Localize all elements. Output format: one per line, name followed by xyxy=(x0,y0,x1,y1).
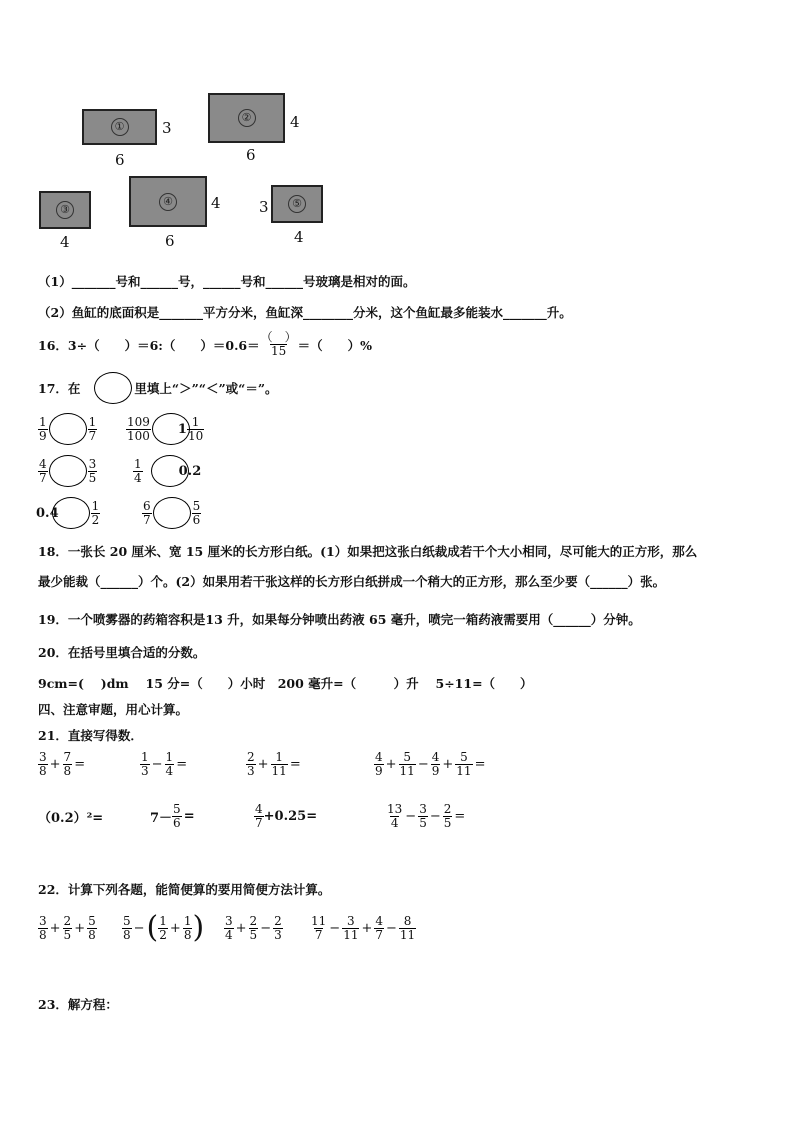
operator: − xyxy=(260,921,272,936)
q17-item-1 xyxy=(38,413,97,445)
denominator: 5 xyxy=(88,470,97,485)
glass-2-label: ② xyxy=(238,109,256,127)
fraction xyxy=(63,751,73,778)
numerator: 1 xyxy=(183,913,192,928)
operator: + xyxy=(169,920,181,936)
glass-3 xyxy=(39,191,91,229)
q17-item-2: $\frac{109}{100}$ 1 $\frac{1}{10}$ xyxy=(126,413,204,445)
q19: 19．一个喷雾器的药箱容积是13 升，如果每分钟喷出药液 65 毫升，喷完一箱药液需要用（______）分钟。 xyxy=(38,612,641,627)
fraction xyxy=(249,915,259,942)
numerator: 6 xyxy=(143,498,151,513)
numerator: 3 xyxy=(39,750,47,764)
operator: + xyxy=(361,921,373,936)
operator: − xyxy=(133,920,145,936)
q21-expr-2 xyxy=(140,751,189,778)
numerator: 5 xyxy=(173,802,181,816)
q15-part1: （1）_______号和______号，______号和______号玻璃是相对的面。 xyxy=(38,274,416,289)
numerator: 1 xyxy=(275,750,283,764)
numerator: 1 xyxy=(191,414,200,429)
numerator: 1 xyxy=(39,414,47,429)
operator: = xyxy=(74,757,86,772)
parenthesis: ) xyxy=(192,910,205,945)
numerator: 3 xyxy=(419,802,427,816)
denominator: 4 xyxy=(165,764,174,778)
numerator: 4 xyxy=(39,456,47,471)
q23-title: 23．解方程： xyxy=(38,997,118,1012)
operator: = xyxy=(176,757,188,772)
operator: + xyxy=(49,921,61,936)
glass-1-bottom: 6 xyxy=(115,151,125,169)
q17-pre: 17．在 xyxy=(38,381,81,396)
q22-expr-1 xyxy=(38,915,97,942)
fraction xyxy=(246,751,256,778)
operator: − xyxy=(417,757,429,772)
glass-5-label: ⑤ xyxy=(288,195,306,213)
glass-5 xyxy=(271,185,323,223)
numerator: 2 xyxy=(274,914,282,928)
denominator: 8 xyxy=(39,764,47,778)
denominator: 4 xyxy=(225,928,233,942)
fraction xyxy=(192,500,202,527)
numerator: 1 xyxy=(159,913,167,928)
fraction xyxy=(38,915,48,942)
denominator: 3 xyxy=(141,764,149,778)
glass-4-bottom: 6 xyxy=(165,232,175,250)
denominator: 11 xyxy=(399,928,416,942)
numerator: 5 xyxy=(88,914,96,928)
denominator: 4 xyxy=(134,470,142,485)
parenthesis: ( xyxy=(146,910,159,945)
glass-4 xyxy=(129,176,207,227)
q16 xyxy=(38,331,372,358)
operator: − xyxy=(386,921,397,936)
denominator: 100 xyxy=(127,428,150,443)
fraction xyxy=(91,500,101,527)
denominator: 5 xyxy=(443,816,452,830)
fraction xyxy=(88,458,98,485)
numerator: 1 xyxy=(165,750,174,764)
numerator: 5 xyxy=(460,750,468,764)
fraction xyxy=(418,803,428,830)
q16-den: 15 xyxy=(271,344,287,358)
fraction xyxy=(342,915,359,942)
denominator: 8 xyxy=(63,764,72,778)
denominator: 7 xyxy=(314,928,323,942)
q21-title: 21．直接写得数． xyxy=(38,728,143,743)
q21-expr-6: 7－ $\frac{5}{6}$ = xyxy=(150,802,195,830)
numerator: 1 xyxy=(91,498,100,513)
q18-line2: 最少能裁（______）个。(2）如果用若干张这样的长方形白纸拼成一个稍大的正方形，那么至少要（______）张。 xyxy=(38,574,666,589)
numerator: 8 xyxy=(403,914,412,928)
denominator: 11 xyxy=(343,928,359,942)
glass-1-label: ① xyxy=(111,118,129,136)
glass-2-bottom: 6 xyxy=(246,146,256,164)
numerator: 1 xyxy=(134,456,142,471)
glass-3-label: ③ xyxy=(56,201,74,219)
denominator: 8 xyxy=(123,927,131,942)
denominator: 8 xyxy=(39,928,47,942)
denominator: 7 xyxy=(255,816,263,830)
q17-item-6 xyxy=(142,497,201,529)
answer-circle[interactable] xyxy=(49,413,87,445)
operator: + xyxy=(74,921,86,936)
compare-circle-example xyxy=(94,372,132,404)
q21-expr-4 xyxy=(374,751,487,778)
fraction xyxy=(172,803,182,830)
glass-2 xyxy=(208,93,285,143)
denominator: 5 xyxy=(249,928,258,942)
fraction xyxy=(165,751,175,778)
operator: = xyxy=(474,757,486,772)
denominator: 7 xyxy=(88,428,97,443)
numerator: 4 xyxy=(375,914,384,928)
denominator: 4 xyxy=(390,816,399,830)
glass-4-label: ④ xyxy=(159,193,177,211)
numerator: 3 xyxy=(225,914,233,928)
numerator: 4 xyxy=(255,802,263,816)
fraction xyxy=(386,803,403,830)
q22-expr-4 xyxy=(310,915,416,942)
q20-title: 20．在括号里填合适的分数。 xyxy=(38,645,206,660)
q22-expr-2 xyxy=(122,910,205,945)
q16-post: ＝（ ）% xyxy=(297,337,373,353)
operator: + xyxy=(442,757,454,772)
numerator: 2 xyxy=(63,914,72,928)
denominator: 9 xyxy=(39,428,47,443)
answer-circle[interactable] xyxy=(52,497,90,529)
glass-1-side: 3 xyxy=(162,119,172,137)
q20-line: 9cm=( )dm 15 分=（ ）小时 200 毫升=（ ）升 5÷11=（ ） xyxy=(38,676,533,691)
numerator: 4 xyxy=(375,750,383,764)
denominator: 2 xyxy=(91,512,100,527)
fraction xyxy=(140,751,150,778)
denominator: 8 xyxy=(183,927,192,942)
fraction xyxy=(126,416,151,443)
q16-num: （ ） xyxy=(260,330,297,344)
numerator: 1 xyxy=(88,414,97,429)
fraction xyxy=(142,500,152,527)
q18-line1: 18．一张长 20 厘米、宽 15 厘米的长方形白纸。(1）如果把这张白纸裁成若干个大小相同，尽可能大的正方形，那么 xyxy=(38,544,698,559)
numerator: 1 xyxy=(141,750,149,764)
fraction xyxy=(187,416,204,443)
q22-title: 22．计算下列各题，能简便算的要用简便方法计算。 xyxy=(38,882,331,897)
section-4-heading: 四、注意审题，用心计算。 xyxy=(38,702,189,717)
fraction xyxy=(38,416,48,443)
q21-expr-8 xyxy=(386,803,467,830)
q21-expr-5: （0.2）²= xyxy=(38,811,104,826)
numerator: 2 xyxy=(247,750,255,764)
denominator: 7 xyxy=(375,928,384,942)
fraction xyxy=(399,915,416,942)
q15-part2: （2）鱼缸的底面积是_______平方分米，鱼缸深________分米，这个鱼缸最多能装水_______升。 xyxy=(38,305,572,320)
numerator: 4 xyxy=(431,750,440,764)
fraction xyxy=(431,751,441,778)
operator: − xyxy=(429,809,441,824)
fraction xyxy=(88,416,98,443)
q16-pre: 16．3÷（ ）＝6:（ ）＝0.6＝ xyxy=(38,337,260,353)
fraction xyxy=(183,915,193,942)
denominator: 6 xyxy=(192,512,201,527)
operator: + xyxy=(49,757,61,772)
denominator: 8 xyxy=(88,928,96,942)
denominator: 5 xyxy=(63,928,72,942)
denominator: 3 xyxy=(247,764,255,778)
q22-expr-3 xyxy=(224,915,283,942)
denominator: 2 xyxy=(159,927,167,942)
denominator: 7 xyxy=(143,512,151,527)
fraction xyxy=(224,915,234,942)
fraction xyxy=(399,751,416,778)
denominator: 11 xyxy=(456,764,472,778)
q17-item-5: 0.4 $\frac{1}{2}$ xyxy=(36,497,100,529)
fraction xyxy=(38,751,48,778)
fraction xyxy=(374,915,384,942)
q16-fraction xyxy=(260,331,298,358)
numerator: 3 xyxy=(347,914,355,928)
fraction xyxy=(443,803,453,830)
fraction xyxy=(63,915,73,942)
q17-title xyxy=(38,372,278,404)
operator: + xyxy=(257,757,269,772)
glass-1 xyxy=(82,109,157,145)
denominator: 11 xyxy=(271,764,287,778)
q21-expr-7: $\frac{4}{7}$ +0.25= xyxy=(255,802,318,830)
operator: − xyxy=(329,921,341,936)
fraction xyxy=(455,751,472,778)
fraction xyxy=(158,915,168,942)
numerator: 11 xyxy=(311,914,327,928)
q17-item-3 xyxy=(38,455,97,487)
answer-circle[interactable] xyxy=(153,497,191,529)
glass-2-side: 4 xyxy=(290,113,300,131)
denominator: 10 xyxy=(187,428,204,443)
fraction xyxy=(133,458,143,485)
q17-item-4: $\frac{1}{4}$ 0.2 xyxy=(133,455,201,487)
operator: − xyxy=(151,757,163,772)
denominator: 6 xyxy=(173,816,181,830)
numerator: 5 xyxy=(123,913,131,928)
denominator: 9 xyxy=(375,764,383,778)
fraction xyxy=(254,803,264,830)
operator: + xyxy=(235,921,247,936)
operator: + xyxy=(385,757,397,772)
denominator: 7 xyxy=(39,470,47,485)
fraction xyxy=(87,915,97,942)
operator: − xyxy=(405,809,417,824)
operator: = xyxy=(183,809,195,824)
q17-post: 里填上“＞”“＜”或“＝”。 xyxy=(134,381,278,396)
fraction xyxy=(273,915,283,942)
operator: = xyxy=(289,757,301,772)
fraction xyxy=(122,915,132,942)
denominator: 9 xyxy=(431,764,440,778)
numerator: 7 xyxy=(63,750,72,764)
fraction xyxy=(310,915,327,942)
numerator: 2 xyxy=(249,914,258,928)
fraction xyxy=(374,751,384,778)
numerator: 13 xyxy=(387,802,403,816)
denominator: 3 xyxy=(274,928,282,942)
operator: = xyxy=(454,809,466,824)
numerator: 2 xyxy=(443,802,452,816)
numerator: 109 xyxy=(127,414,150,429)
glass-5-bottom: 4 xyxy=(294,228,304,246)
fraction xyxy=(38,458,48,485)
numerator: 5 xyxy=(192,498,201,513)
q21-expr-1 xyxy=(38,751,87,778)
glass-3-bottom: 4 xyxy=(60,233,70,251)
denominator: 11 xyxy=(399,764,415,778)
denominator: 5 xyxy=(419,816,427,830)
answer-circle[interactable] xyxy=(49,455,87,487)
glass-4-side: 4 xyxy=(211,194,221,212)
numerator: 3 xyxy=(39,914,47,928)
glass-5-side: 3 xyxy=(259,198,269,216)
numerator: 5 xyxy=(403,750,411,764)
fraction xyxy=(271,751,288,778)
q21-expr-3 xyxy=(246,751,303,778)
numerator: 3 xyxy=(88,456,97,471)
